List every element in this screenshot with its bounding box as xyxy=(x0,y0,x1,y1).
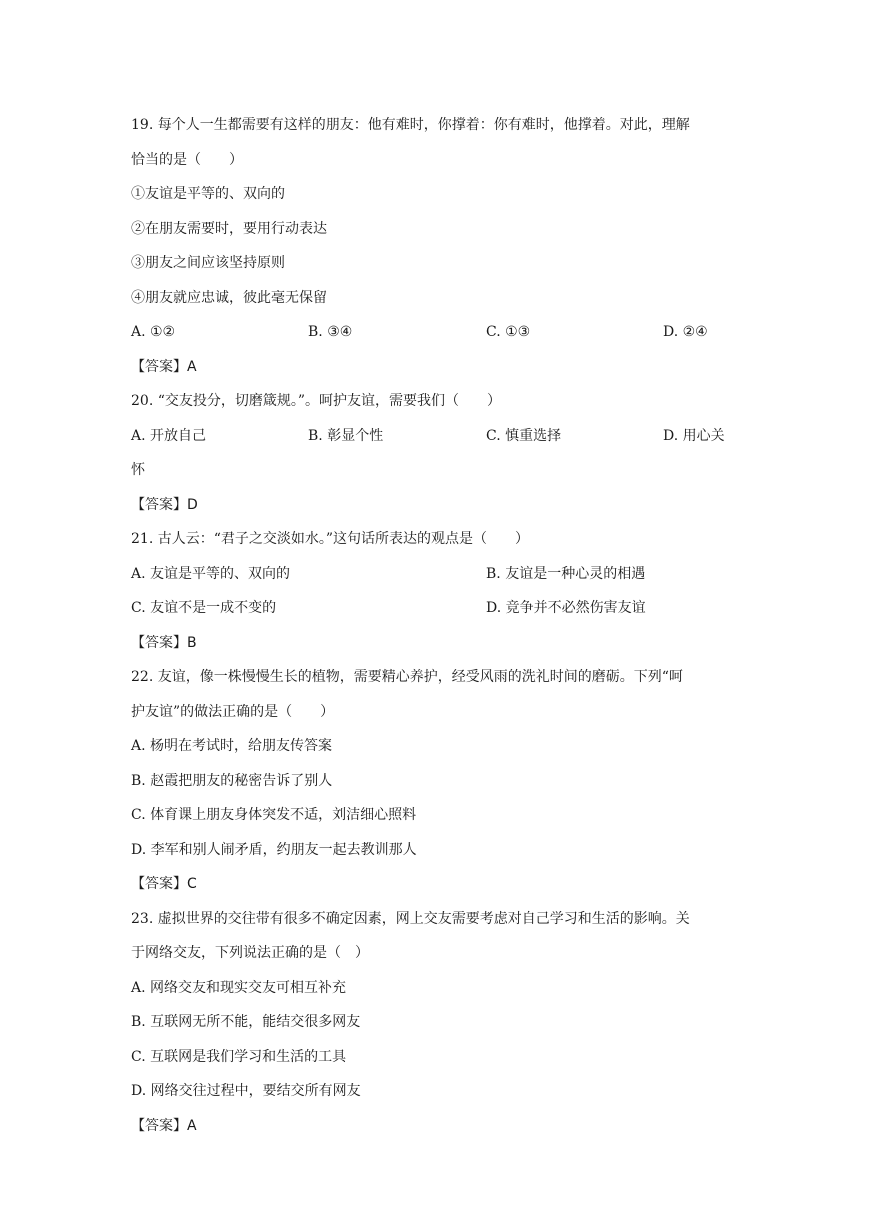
question-19 xyxy=(131,108,741,384)
option-b: B. 彰显个性 xyxy=(308,427,384,444)
statement-3: ③朋友之间应该坚持原则 xyxy=(131,255,285,271)
option-a: A. ①② xyxy=(131,324,176,340)
options-row xyxy=(131,419,741,454)
question-22 xyxy=(131,660,741,902)
answer-label: 【答案】C xyxy=(131,876,197,892)
option-a: A. 开放自己 xyxy=(131,427,207,444)
question-20 xyxy=(131,384,741,522)
question-stem: 护友谊”的做法正确的是（ ） xyxy=(131,703,335,720)
option-c: C. 友谊不是一成不变的 xyxy=(131,600,277,616)
question-stem: 恰当的是（ ） xyxy=(131,151,243,168)
answer-label: 【答案】A xyxy=(131,358,197,375)
options-row xyxy=(131,591,741,626)
option-d-wrap: 怀 xyxy=(131,462,145,478)
option-b: B. 友谊是一种心灵的相遇 xyxy=(486,565,646,582)
option-c: C. 慎重选择 xyxy=(486,427,562,444)
option-b: B. ③④ xyxy=(308,324,353,340)
option-c: C. 互联网是我们学习和生活的工具 xyxy=(131,1048,347,1065)
question-21 xyxy=(131,522,741,660)
option-a: A. 网络交友和现实交友可相互补充 xyxy=(131,979,347,996)
question-stem: 于网络交友，下列说法正确的是（ ） xyxy=(131,945,369,961)
options-row xyxy=(131,315,741,350)
statement-1: ①友谊是平等的、双向的 xyxy=(131,186,285,202)
answer-label: 【答案】B xyxy=(131,634,197,651)
question-23 xyxy=(131,902,741,1144)
option-a: A. 友谊是平等的、双向的 xyxy=(131,565,291,582)
option-b: B. 赵霞把朋友的秘密告诉了别人 xyxy=(131,772,333,789)
statement-2: ②在朋友需要时，要用行动表达 xyxy=(131,220,327,237)
option-b: B. 互联网无所不能，能结交很多网友 xyxy=(131,1014,361,1030)
option-d: D. 网络交往过程中，要结交所有网友 xyxy=(131,1083,361,1099)
statement-4: ④朋友就应忠诚，彼此毫无保留 xyxy=(131,289,327,306)
option-d: D. ②④ xyxy=(663,324,708,340)
question-stem: 22. 友谊，像一株慢慢生长的植物，需要精心养护，经受风雨的洗礼时间的磨砺。下列“呵 xyxy=(131,669,683,685)
question-stem: 19. 每个人一生都需要有这样的朋友：他有难时，你撑着：你有难时，他撑着。对此，理解 xyxy=(131,117,690,133)
question-list xyxy=(131,108,741,1143)
question-stem: 23. 虚拟世界的交往带有很多不确定因素，网上交友需要考虑对自己学习和生活的影响。关 xyxy=(131,910,690,927)
option-c: C. 体育课上朋友身体突发不适，刘洁细心照料 xyxy=(131,807,417,823)
options-row xyxy=(131,557,741,592)
answer-label: 【答案】A xyxy=(131,1117,197,1134)
option-a: A. 杨明在考试时，给朋友传答案 xyxy=(131,738,333,754)
option-c: C. ①③ xyxy=(486,324,531,340)
answer-label: 【答案】D xyxy=(131,496,198,513)
question-stem: 20. “交友投分，切磨箴规。”。呵护友谊，需要我们（ ） xyxy=(131,393,502,409)
question-stem: 21. 古人云：“君子之交淡如水。”这句话所表达的观点是（ ） xyxy=(131,531,530,547)
option-d: D. 李军和别人闹矛盾，约朋友一起去教训那人 xyxy=(131,841,417,858)
option-d: D. 竞争并不必然伤害友谊 xyxy=(486,600,646,616)
option-d: D. 用心关 xyxy=(663,427,725,444)
